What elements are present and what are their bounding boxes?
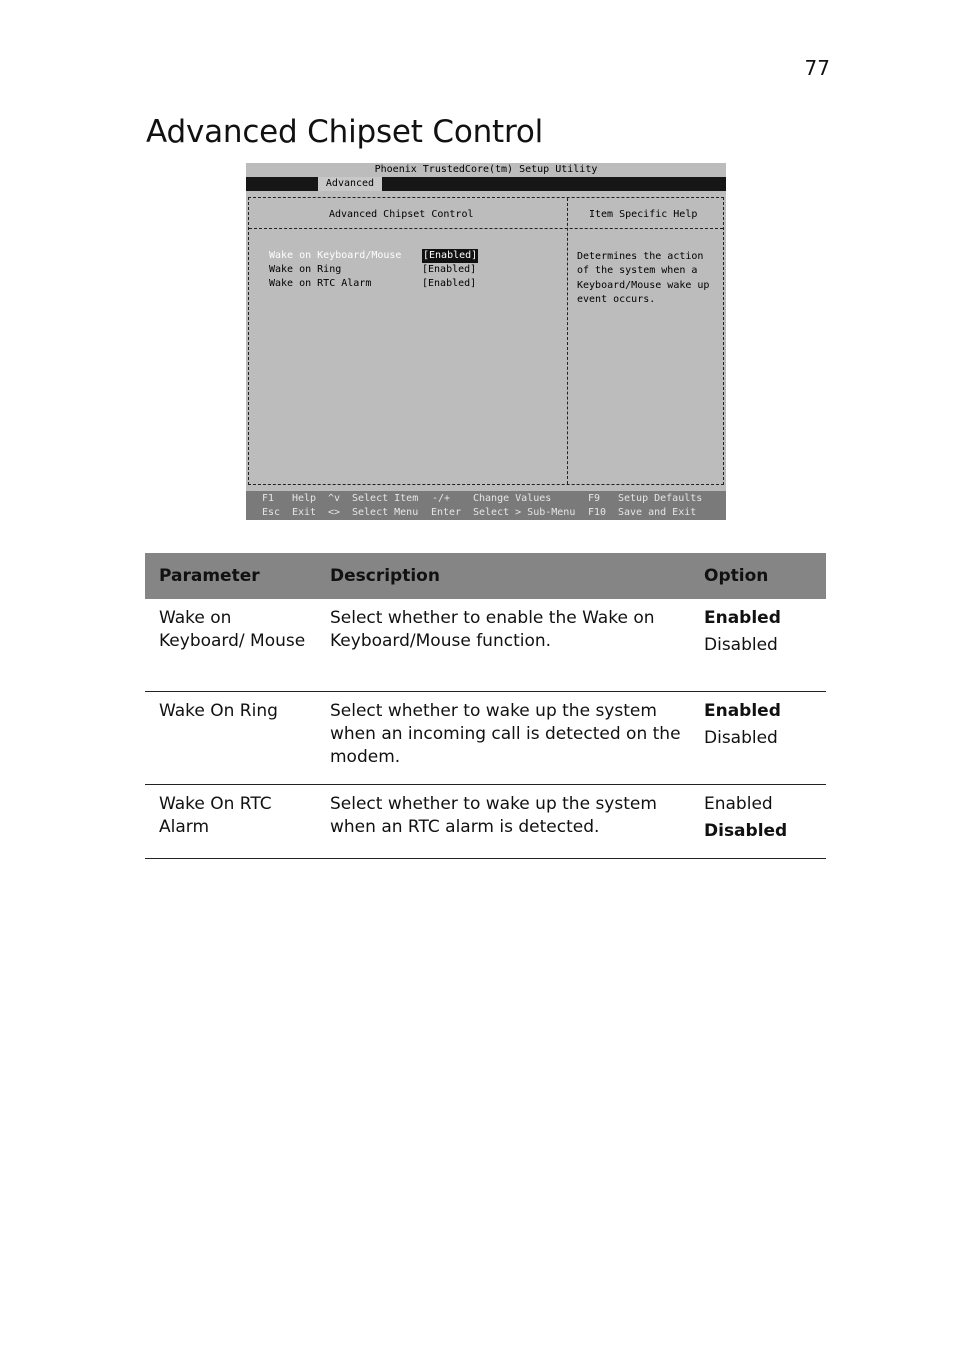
description-cell [316, 692, 690, 785]
parameter-name: Wake On Ring [159, 701, 278, 721]
parameter-description: Select whether to enable the Wake on Keyboard/Mouse function. [330, 608, 655, 651]
header-description: Description [316, 553, 690, 599]
key-enter: Enter [431, 507, 462, 518]
key-exit-label: Exit [292, 507, 317, 518]
bios-frame [248, 197, 724, 485]
header-parameter: Parameter [145, 553, 316, 599]
key-setup-defaults-label: Setup Defaults [618, 493, 703, 504]
bios-divider [249, 228, 723, 229]
bios-item-label: Wake on Keyboard/Mouse [269, 250, 402, 261]
parameter-table [145, 553, 826, 859]
bios-item-label: Wake on Ring [269, 264, 342, 275]
bios-panel-title: Advanced Chipset Control [329, 209, 474, 220]
bios-item-label: Wake on RTC Alarm [269, 278, 372, 289]
description-cell [316, 785, 690, 859]
key-f9: F9 [588, 493, 601, 504]
key-leftright: <> [328, 507, 341, 518]
header-option: Option [690, 553, 826, 599]
key-select-menu-label: Select Menu [352, 507, 419, 518]
bios-column-divider [567, 198, 568, 484]
parameter-description: Select whether to wake up the system when an RTC alarm is detected. [330, 794, 657, 837]
bios-menubar [246, 177, 726, 191]
option-alt: Disabled [704, 635, 778, 655]
bios-item-wake-keyboard-mouse[interactable] [269, 249, 569, 263]
option-default: Disabled [704, 821, 788, 841]
parameter-name: Wake on Keyboard/ Mouse [159, 608, 306, 651]
key-select-submenu-label: Select > Sub-Menu [473, 507, 576, 518]
key-change-values-label: Change Values [473, 493, 552, 504]
key-select-item-label: Select Item [352, 493, 419, 504]
table-row [145, 692, 826, 785]
parameter-description: Select whether to wake up the system when an incoming call is detected on the modem. [330, 701, 681, 767]
section-title: Advanced Chipset Control [146, 114, 544, 150]
parameter-name: Wake On RTC Alarm [159, 794, 272, 837]
key-minus-plus: -/+ [432, 493, 451, 504]
key-esc: Esc [262, 507, 281, 518]
bios-item-wake-ring[interactable] [269, 263, 569, 277]
bios-item-value[interactable]: [Enabled] [423, 250, 478, 261]
table-row [145, 599, 826, 692]
parameter-cell [145, 692, 316, 785]
bios-item-wake-rtc-alarm[interactable] [269, 277, 569, 291]
bios-footer [246, 491, 726, 520]
key-f1: F1 [262, 493, 275, 504]
bios-tab-advanced[interactable]: Advanced [318, 177, 382, 191]
option-default: Enabled [704, 701, 781, 721]
bios-item-value[interactable]: [Enabled] [422, 264, 477, 275]
bios-title: Phoenix TrustedCore(tm) Setup Utility [246, 163, 726, 177]
bios-help-title: Item Specific Help [589, 209, 698, 220]
description-cell [316, 599, 690, 692]
page-number: 77 [804, 56, 830, 80]
option-cell [690, 692, 826, 785]
bios-help-text: Determines the action of the system when a Keyboard/Mouse wake up event occurs. [577, 251, 710, 306]
option-cell [690, 785, 826, 859]
option-alt: Disabled [704, 728, 778, 748]
key-f10: F10 [588, 507, 607, 518]
parameter-cell [145, 599, 316, 692]
option-default: Enabled [704, 608, 781, 628]
key-save-exit-label: Save and Exit [618, 507, 697, 518]
option-alt: Enabled [704, 794, 773, 814]
bios-item-value[interactable]: [Enabled] [422, 278, 477, 289]
table-row [145, 785, 826, 859]
key-help-label: Help [292, 493, 317, 504]
key-updown: ^v [328, 493, 341, 504]
option-cell [690, 599, 826, 692]
bios-setup-screenshot [246, 163, 726, 520]
table-header-row [145, 553, 826, 599]
parameter-cell [145, 785, 316, 859]
